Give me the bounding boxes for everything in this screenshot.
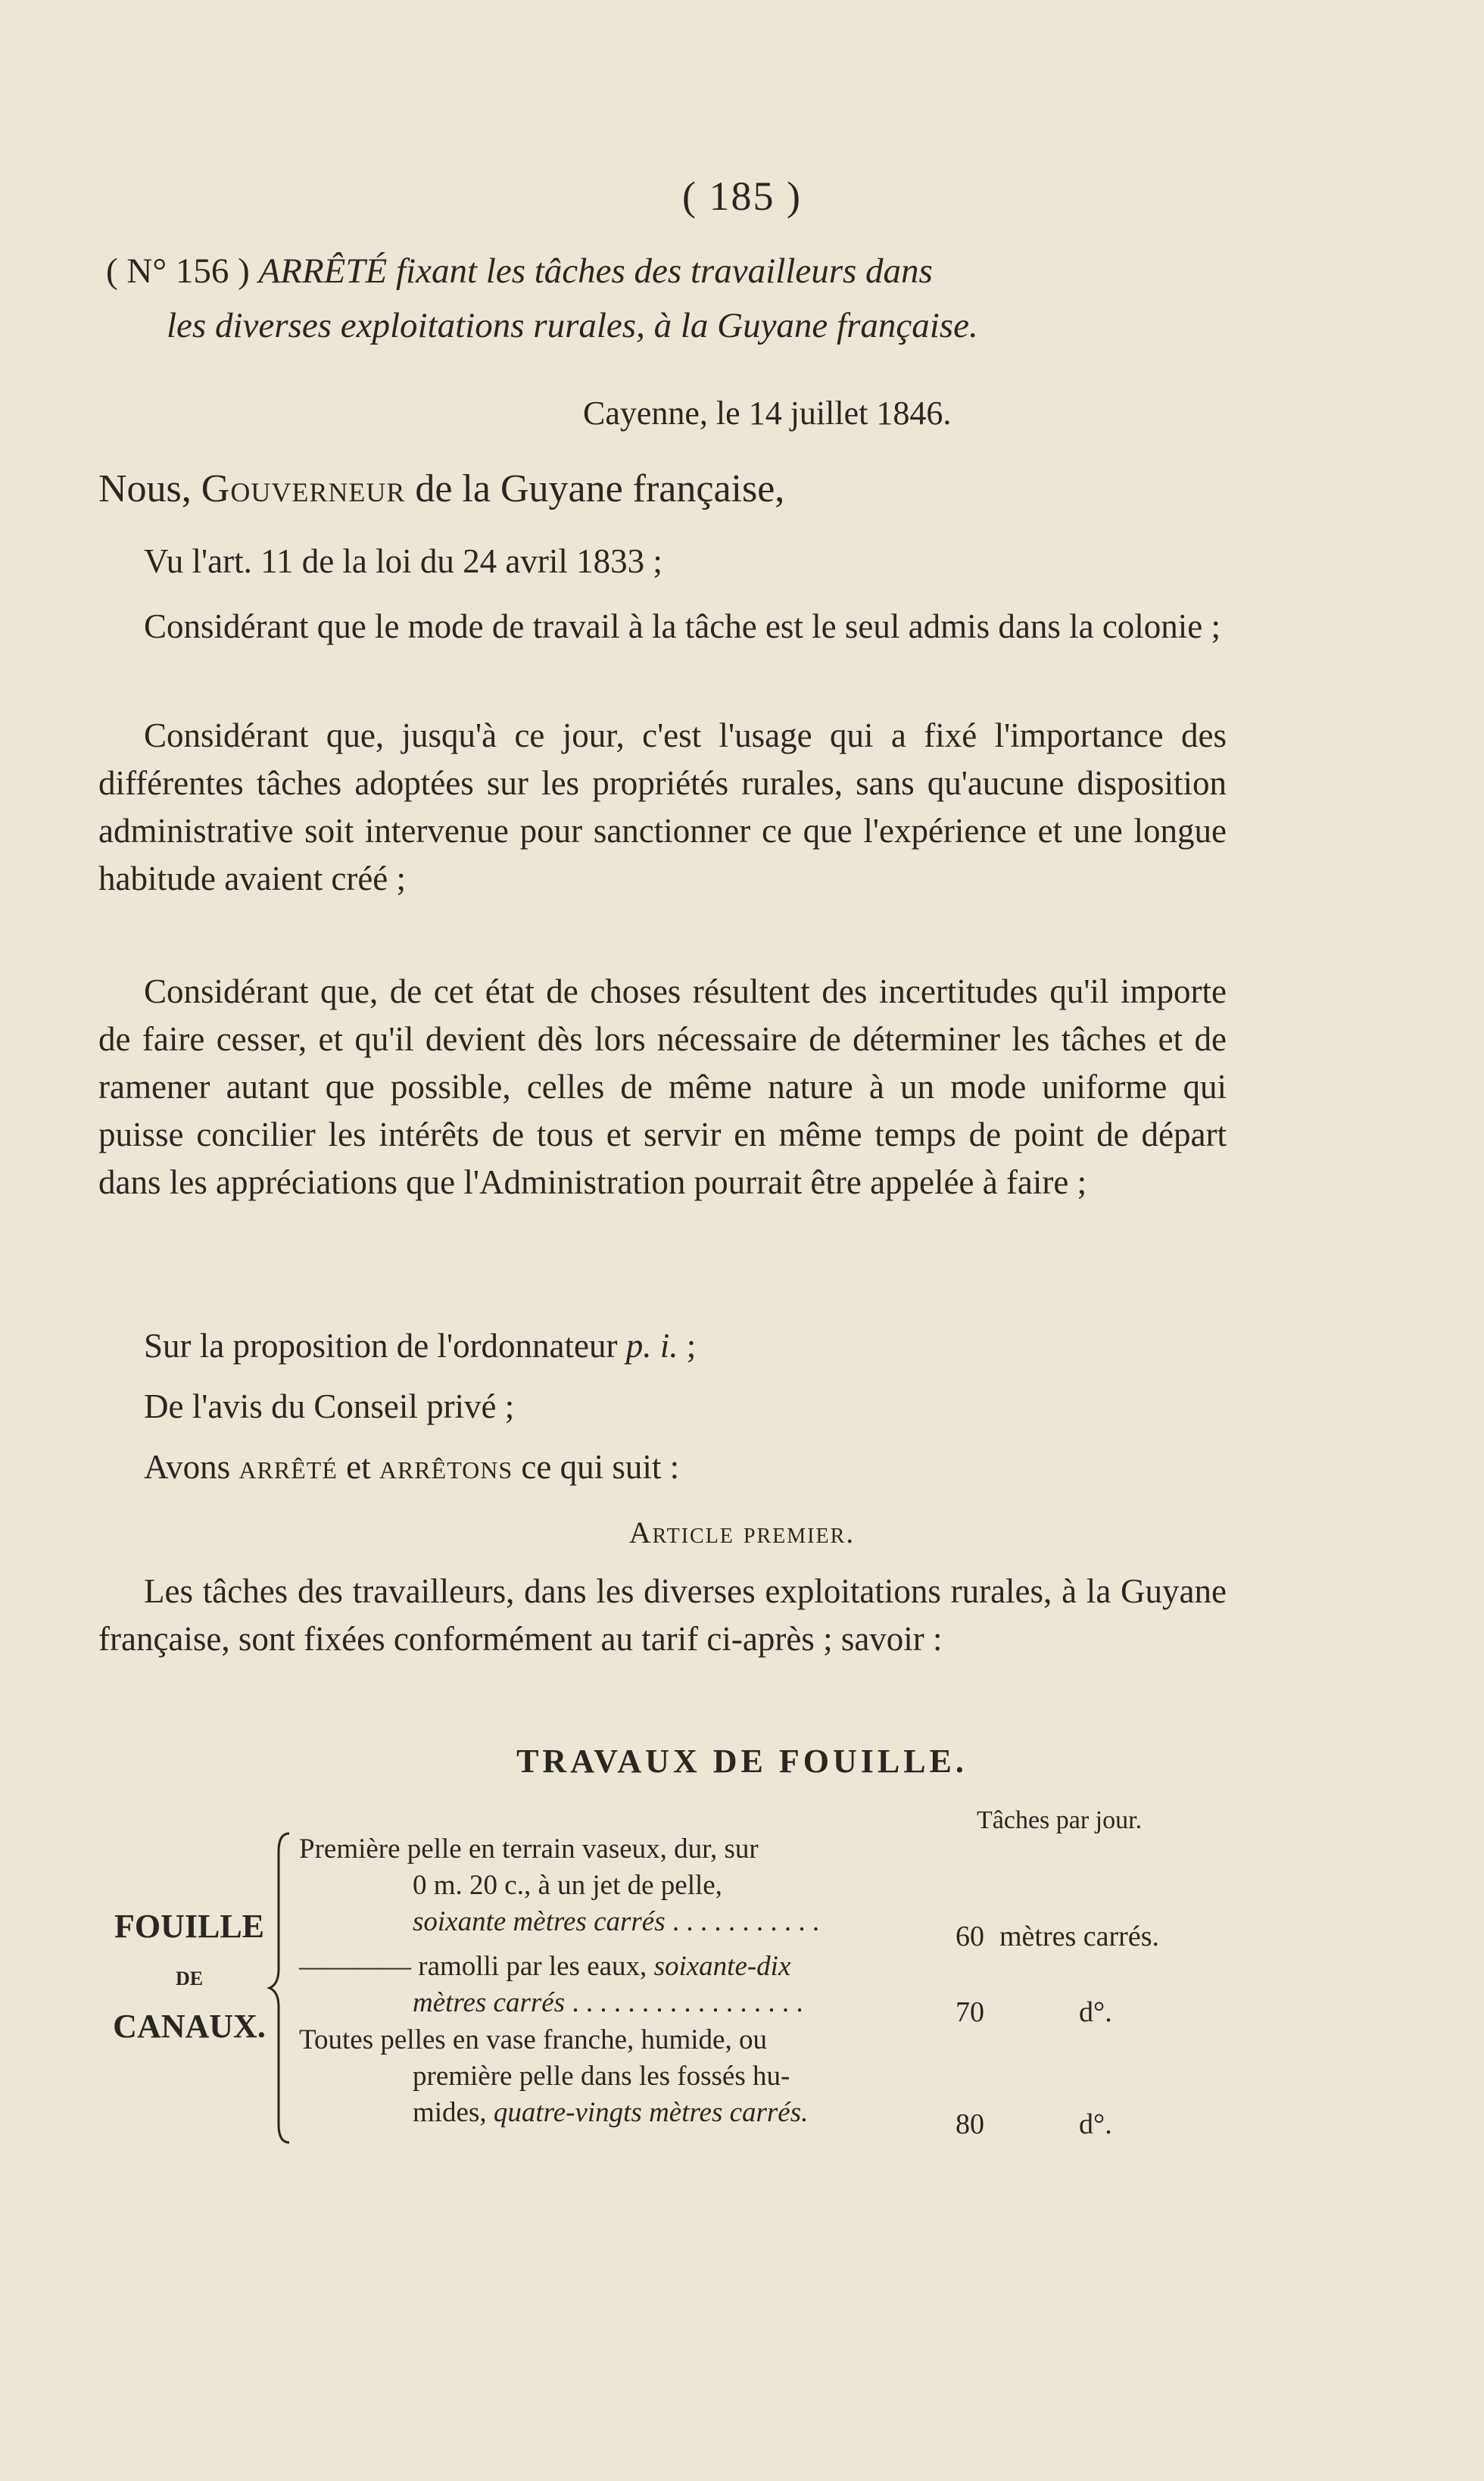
row-unit: mètres carrés. [999, 1921, 1159, 1952]
row-unit: d°. [1079, 1996, 1112, 2028]
table-row: Toutes pelles en vase franche, humide, ou première pelle dans les fossés hu- mides, quatre-vingts mètres carrés. [299, 2024, 809, 2128]
paragraph-sur-la-proposition: Sur la proposition de l'ordonnateur p. i. ; [144, 1327, 697, 1365]
table-row: ———— ramolli par les eaux, soixante-dix mètres carrés . . . . . . . . . . . . . . . . . [299, 1951, 803, 2018]
dateline: Cayenne, le 14 juillet 1846. [583, 395, 952, 432]
paragraph-les-taches: Les tâches des travailleurs, dans les diverses exploitations rurales, à la Guyane française, sont fixées conformément au tarif ci-après ; savoir : [98, 1572, 1227, 1658]
paragraph-avis: De l'avis du Conseil privé ; [144, 1387, 515, 1425]
decree-heading [106, 244, 1257, 353]
decree-title-line1: ARRÊTÉ fixant les tâches des travailleurs dans [258, 251, 933, 291]
curly-brace-icon [265, 1829, 295, 2147]
table-row: Première pelle en terrain vaseux, dur, sur 0 m. 20 c., à un jet de pelle, soixante mètres carrés . . . . . . . . . . . [299, 1833, 820, 1937]
article-heading: Article premier. [628, 1515, 856, 1549]
paragraph-considerant-3: Considérant que, de cet état de choses résultent des incertitudes qu'il importe de faire cesser, et qu'il devient dès lors nécessaire de déterminer les tâches et de ramener autant que possible, celles de même nature à un mode uniforme qui puisse concilier les intérêts de tous et servir en même temps de point de départ dans les appréciations que l'Administration pourrait être appelée à faire ; [98, 972, 1227, 1201]
paragraph-considerant-1: Considérant que le mode de travail à la tâche est le seul admis dans la colonie ; [144, 607, 1221, 645]
nous-line: Nous, Gouverneur de la Guyane française, [98, 467, 785, 510]
paragraph-considerant-2: Considérant que, jusqu'à ce jour, c'est l'usage qui a fixé l'importance des différentes tâches adoptées sur les propriétés rurales, sans qu'aucune disposition administrative soit intervenue pour sanctionner ce que l'expérience et une longue habitude avaient créé ; [98, 716, 1227, 897]
row-unit: d°. [1079, 2108, 1112, 2140]
section-title: TRAVAUX DE FOUILLE. [516, 1743, 968, 1780]
paragraph-avons: Avons arrêté et arrêtons ce qui suit : [144, 1448, 680, 1486]
decree-number: ( N° 156 ) [106, 251, 250, 291]
column-header: Tâches par jour. [977, 1806, 1143, 1834]
group-label-fouille: FOUILLE [114, 1908, 265, 1945]
row-amount: 80 [956, 2108, 984, 2140]
group-label-canaux: CANAUX. [113, 2008, 266, 2045]
paragraph-vu: Vu l'art. 11 de la loi du 24 avril 1833 ; [144, 542, 662, 580]
gouverneur-title: Gouverneur [201, 467, 406, 510]
row-amount: 60 [956, 1921, 984, 1952]
row-amount: 70 [956, 1996, 984, 2028]
page-number: ( 185 ) [682, 173, 802, 219]
decree-title-line2: les diverses exploitations rurales, à la Guyane française. [167, 306, 978, 345]
group-label-de: DE [175, 1968, 204, 1989]
